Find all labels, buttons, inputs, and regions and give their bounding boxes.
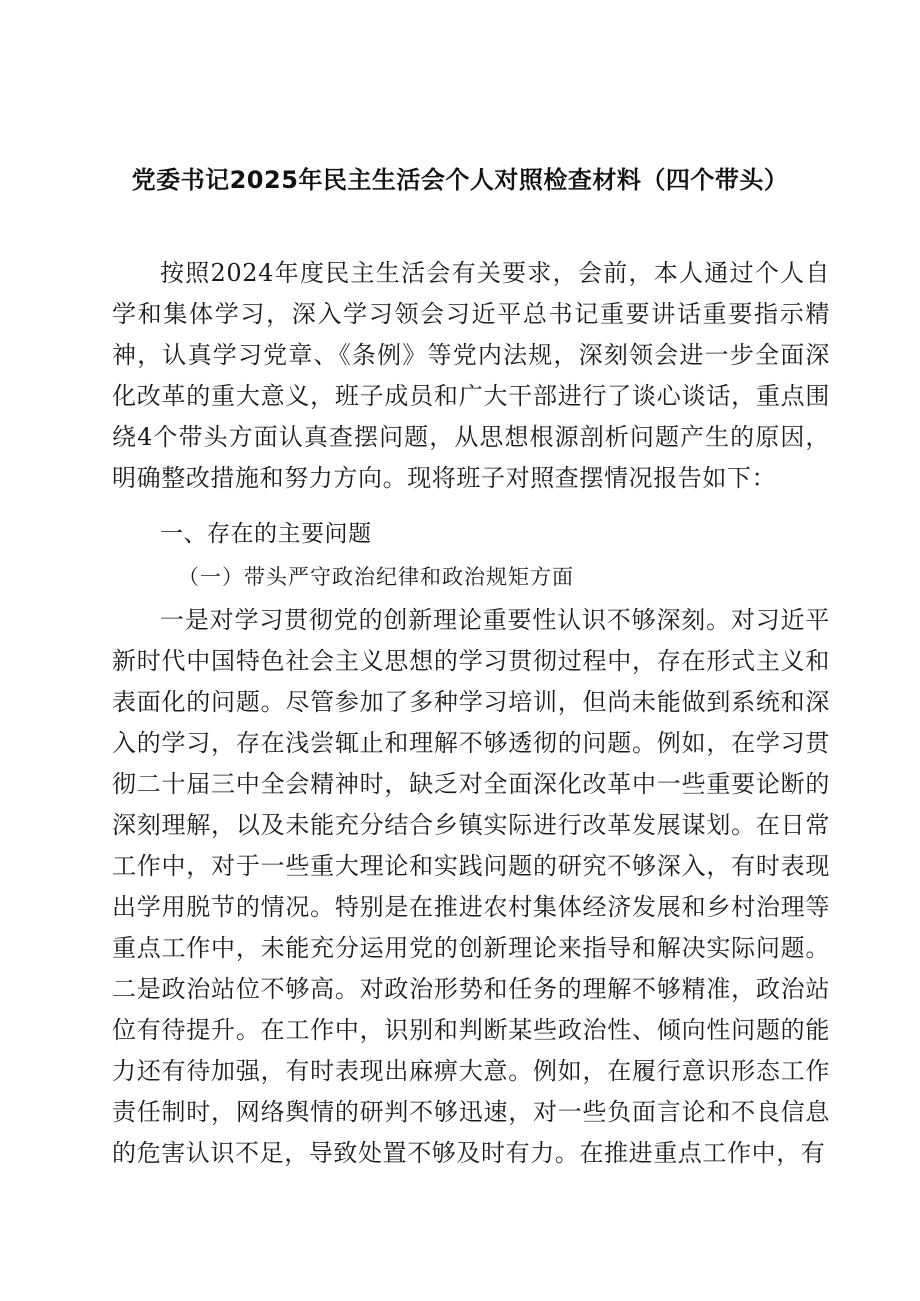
body-paragraph: 一是对学习贯彻党的创新理论重要性认识不够深刻。对习近平新时代中国特色社会主义思想的学习贯彻过程中，存在形式主义和表面化的问题。尽管参加了多种学习培训，但尚未能做到系统和深入的学习，存在浅尝辄止和理解不够透彻的问题。例如，在学习贯彻二十届三中全会精神时，缺乏对全面深化改革中一些重要论断的深刻理解，以及未能充分结合乡镇实际进行改革发展谋划。在日常工作中，对于一些重大理论和实践问题的研究不够深入，有时表现出学用脱节的情况。特别是在推进农村集体经济发展和乡村治理等重点工作中，未能充分运用党的创新理论来指导和解决实际问题。二是政治站位不够高。对政治形势和任务的理解不够精准，政治站位有待提升。在工作中，识别和判断某些政治性、倾向性问题的能力还有待加强，有时表现出麻痹大意。例如，在履行意识形态工作责任制时，网络舆情的研判不够迅速，对一些负面言论和不良信息的危害认识不足，导致处置不够及时有力。在推进重点工作中，有 [112, 606, 830, 1167]
subsection-heading: （一）带头严守政治纪律和政治规矩方面 [178, 565, 574, 589]
document-title: 党委书记2025年民主生活会个人对照检查材料（四个带头） [131, 166, 789, 194]
section-heading: 一、存在的主要问题 [160, 521, 372, 547]
intro-paragraph: 按照2024年度民主生活会有关要求，会前，本人通过个人自学和集体学习，深入学习领会习近平总书记重要讲话重要指示精神，认真学习党章、《条例》等党内法规，深刻领会进一步全面深化改革的重大意义，班子成员和广大干部进行了谈心谈话，重点围绕4个带头方面认真查摆问题，从思想根源剖析问题产生的原因，明确整改措施和努力方向。现将班子对照查摆情况报告如下： [112, 259, 830, 492]
